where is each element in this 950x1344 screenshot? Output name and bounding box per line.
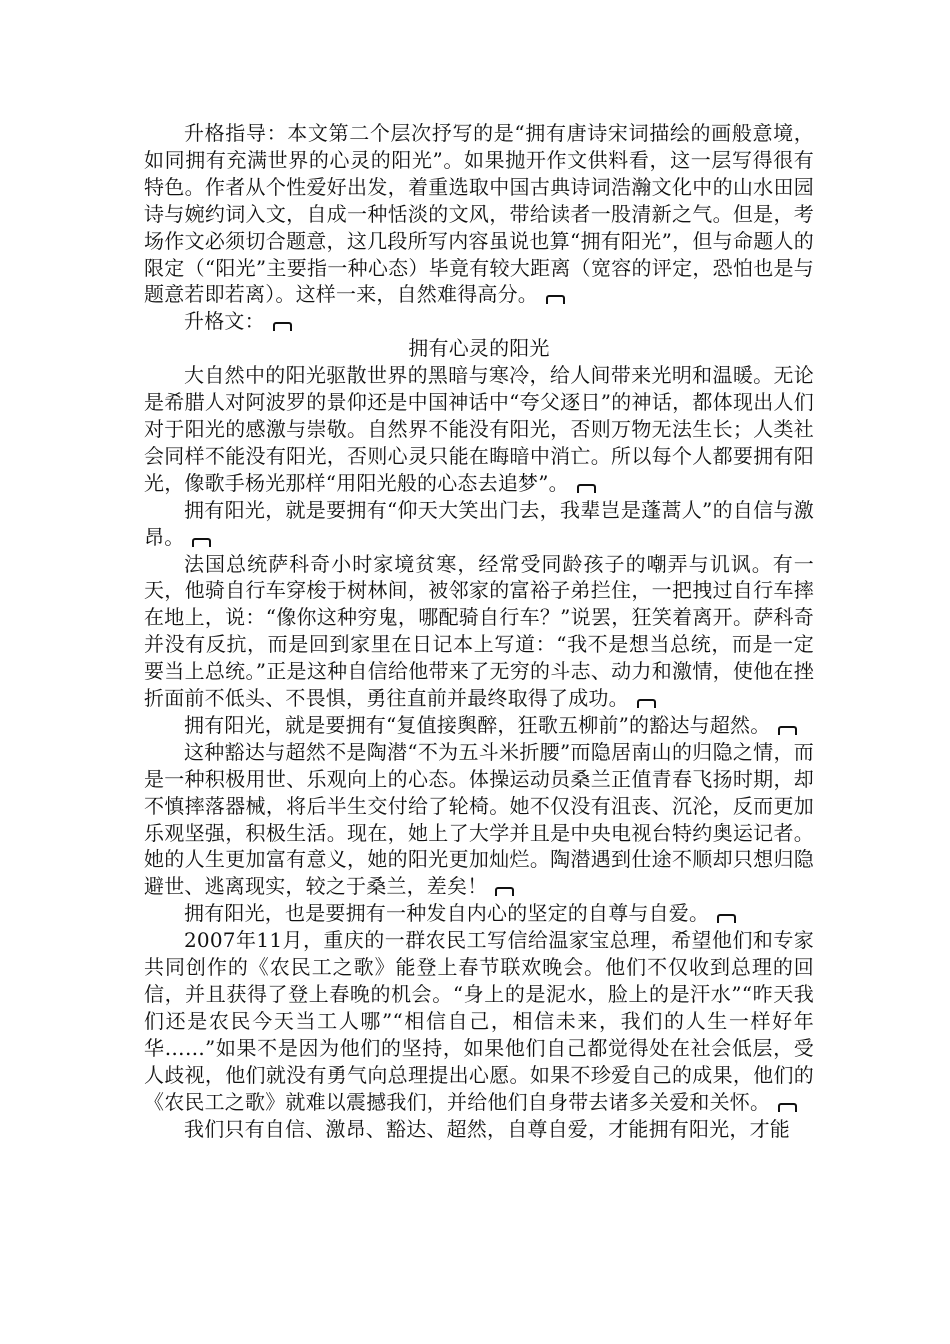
document-body xyxy=(144,120,814,1142)
paragraph-text: 我们只有自信、激昂、豁达、超然，自尊自爱，才能拥有阳光，才能 xyxy=(184,1116,790,1141)
paragraph-text: 大自然中的阳光驱散世界的黑暗与寒冷，给人间带来光明和温暖。无论是希腊人对阿波罗的景仰还是中国神话中“夸父逐日”的神话，都体现出人们对于阳光的感激与崇敬。自然界不能没有阳光，否则万物无法生长；人类社会同样不能没有阳光，否则心灵只能在晦暗中消亡。所以每个人都要拥有阳光，像歌手杨光那样“用阳光般的心态去追梦”。 xyxy=(144,363,814,495)
essay-paragraph xyxy=(144,362,814,497)
revised-label-paragraph xyxy=(144,308,814,335)
paragraph-mark-icon xyxy=(546,295,565,304)
paragraph-text: 这种豁达与超然不是陶潜“不为五斗米折腰”而隐居南山的归隐之情，而是一种积极用世、乐观向上的心态。体操运动员桑兰正值青春飞扬时期，却不慎摔落器械，将后半生交付给了轮椅。她不仅没有沮丧、沉沦，反而更加乐观坚强，积极生活。现在，她上了大学并且是中央电视台特约奥运记者。她的人生更加富有意义，她的阳光更加灿烂。陶潜遇到仕途不顺却只想归隐避世、逃离现实，较之于桑兰，差矣！ xyxy=(144,739,814,899)
paragraph-text: 拥有阳光，也是要拥有一种发自内心的坚定的自尊与自爱。 xyxy=(184,901,710,926)
essay-paragraph xyxy=(144,497,814,551)
paragraph-mark-icon xyxy=(717,914,736,923)
essay-paragraph xyxy=(144,1116,814,1143)
paragraph-text: 拥有阳光，就是要拥有“仰天大笑出门去，我辈岂是蓬蒿人”的自信与激昂。 xyxy=(144,497,814,549)
essay-paragraph xyxy=(144,712,814,739)
paragraph-text: 2007年11月，重庆的一群农民工写信给温家宝总理，希望他们和专家共同创作的《农民工之歌》能登上春节联欢晚会。他们不仅收到总理的回信，并且获得了登上春晚的机会。“身上的是泥水，脸上的是汗水”“昨天我们还是农民今天当工人哪”“相信自己，相信未来，我们的人生一样好年华……”如果不是因为他们的坚持，如果他们自己都觉得处在社会低层，受人歧视，他们就没有勇气向总理提出心愿。如果不珍爱自己的成果，他们的《农民工之歌》就难以震撼我们，并给他们自身带去诸多关爱和关怀。 xyxy=(144,928,814,1114)
paragraph-text: 升格文： xyxy=(184,309,265,334)
essay-title: 拥有心灵的阳光 xyxy=(408,336,550,361)
paragraph-mark-icon xyxy=(495,887,514,896)
paragraph-text: 升格指导：本文第二个层次抒写的是“拥有唐诗宋词描绘的画般意境，如同拥有充满世界的心灵的阳光”。如果抛开作文供料看，这一层写得很有特色。作者从个性爱好出发，着重选取中国古典诗词浩瀚文化中的山水田园诗与婉约词入文，自成一种恬淡的文风，带给读者一股清新之气。但是，考场作文必须切合题意，这几段所写内容虽说也算“拥有阳光”，但与命题人的限定（“阳光”主要指一种心态）毕竟有较大距离（宽容的评定，恐怕也是与题意若即若离）。这样一来，自然难得高分。 xyxy=(144,121,814,307)
essay-paragraph xyxy=(144,739,814,900)
paragraph-mark-icon xyxy=(577,484,596,493)
paragraph-mark-icon xyxy=(192,538,211,547)
guidance-paragraph xyxy=(144,120,814,308)
essay-paragraph xyxy=(144,900,814,927)
essay-paragraph xyxy=(144,551,814,712)
paragraph-mark-icon xyxy=(273,322,292,331)
paragraph-text: 法国总统萨科奇小时家境贫寒，经常受同龄孩子的嘲弄与讥讽。有一天，他骑自行车穿梭于树林间，被邻家的富裕子弟拦住，一把拽过自行车摔在地上，说：“像你这种穷鬼，哪配骑自行车？”说罢，狂笑着离开。萨科奇并没有反抗，而是回到家里在日记本上写道：“我不是想当总统，而是一定要当上总统。”正是这种自信给他带来了无穷的斗志、动力和激情，使他在挫折面前不低头、不畏惧，勇往直前并最终取得了成功。 xyxy=(144,551,814,711)
paragraph-text: 拥有阳光，就是要拥有“复值接舆醉，狂歌五柳前”的豁达与超然。 xyxy=(184,712,771,737)
paragraph-mark-icon xyxy=(778,726,797,735)
paragraph-mark-icon xyxy=(637,699,656,708)
paragraph-mark-icon xyxy=(778,1103,797,1112)
essay-paragraph xyxy=(144,927,814,1115)
